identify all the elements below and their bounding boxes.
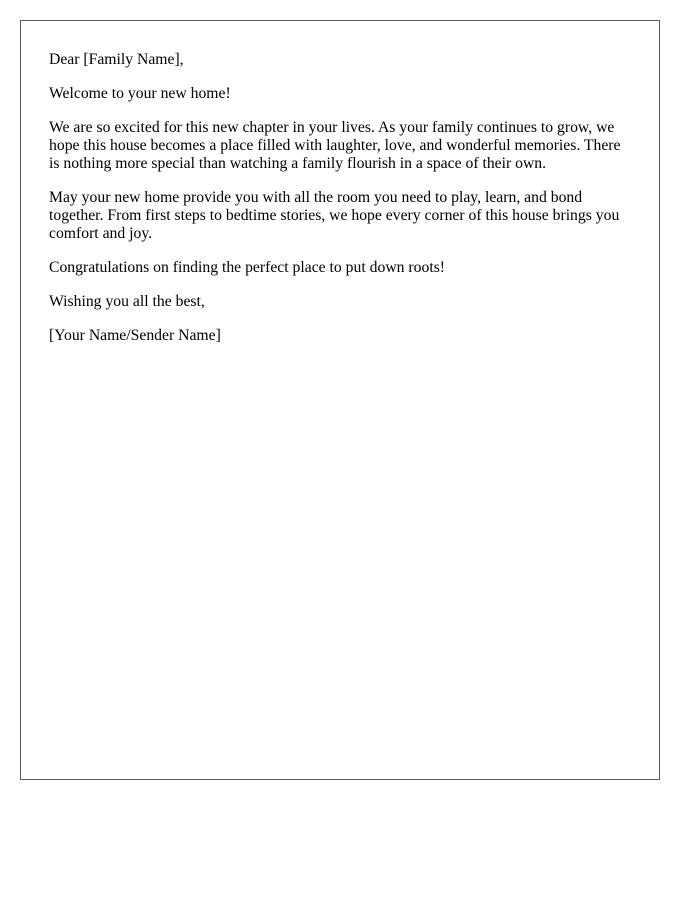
- letter-paragraph-2: May your new home provide you with all the room you need to play, learn, and bond together. From first steps to bedtime stories, we hope every corner of this house brings you comfort and joy.: [49, 189, 620, 242]
- letter-paragraph-3: Congratulations on finding the perfect place to put down roots!: [49, 259, 446, 276]
- letter-welcome: Welcome to your new home!: [49, 85, 231, 102]
- letter-page: [20, 20, 660, 780]
- letter-signature: [Your Name/Sender Name]: [49, 327, 221, 344]
- letter-paragraph-1: We are so excited for this new chapter in your lives. As your family continues to grow, we hope this house becomes a place filled with laughter, love, and wonderful memories. There is nothing more special than watching a family flourish in a space of their own.: [49, 119, 621, 172]
- letter-closing: Wishing you all the best,: [49, 293, 205, 310]
- letter-salutation: Dear [Family Name],: [49, 51, 184, 68]
